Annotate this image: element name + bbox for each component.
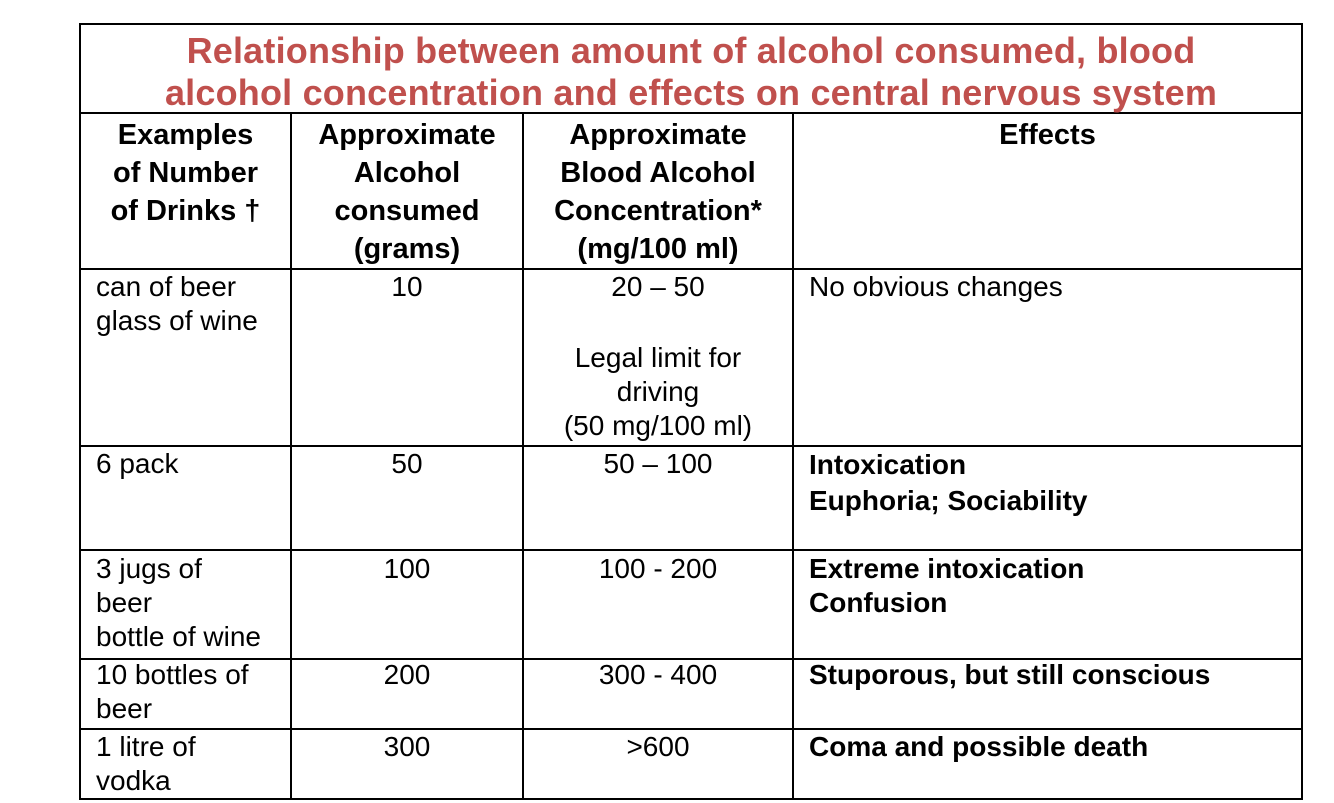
cell-text: 20 – 50: [611, 271, 705, 302]
table-cell-drinks: [81, 447, 290, 481]
header-text: Approximate: [569, 119, 747, 151]
table-cell-grams: [292, 552, 522, 586]
cell-text: glass of wine: [96, 305, 258, 336]
table-cell-grams: [292, 447, 522, 481]
table-cell-effects: [794, 730, 1301, 764]
table-cell-bac: [524, 270, 792, 304]
header-alcohol-grams: [292, 116, 522, 268]
header-text: Examples: [117, 119, 254, 151]
table-cell-bac: [524, 447, 792, 481]
cell-text: 6 pack: [96, 448, 179, 479]
header-text: Approximate: [318, 119, 496, 151]
table-cell-effects: [794, 447, 1301, 519]
cell-text: driving: [616, 376, 700, 407]
cell-text: 10 bottles of: [96, 659, 249, 690]
cell-text: 1 litre of: [96, 731, 196, 762]
cell-text: can of beer: [96, 271, 237, 302]
header-text: consumed: [334, 195, 480, 227]
table-cell-effects: [794, 552, 1301, 620]
header-text: of Drinks †: [110, 195, 261, 227]
header-effects: [794, 116, 1301, 154]
cell-text: Legal limit for: [574, 342, 742, 373]
cell-text: vodka: [96, 765, 171, 796]
header-text: Alcohol: [353, 157, 461, 189]
table-title-line-2: alcohol concentration and effects on central nervous system: [164, 72, 1218, 113]
cell-text: bottle of wine: [96, 621, 261, 652]
cell-text: Confusion: [809, 587, 948, 618]
alcohol-effects-table: [79, 23, 1303, 800]
table-title: [81, 25, 1301, 114]
header-text: (mg/100 ml): [577, 233, 739, 265]
table-cell-drinks: [81, 552, 290, 654]
table-cell-bac: [524, 658, 792, 692]
table-cell-drinks: [81, 730, 290, 798]
header-text: Concentration*: [554, 195, 762, 227]
table-cell-effects: [794, 270, 1301, 304]
cell-text: 50 – 100: [603, 448, 713, 479]
table-cell-grams: [292, 270, 522, 304]
header-text: (grams): [353, 233, 461, 265]
table-cell-bac: [524, 730, 792, 764]
cell-text: beer: [96, 693, 153, 724]
header-text: Blood Alcohol: [560, 157, 756, 189]
cell-text: 100 - 200: [598, 553, 718, 584]
cell-text: No obvious changes: [809, 271, 1063, 302]
cell-text: 200: [383, 659, 431, 690]
table-cell-drinks: [81, 658, 290, 726]
cell-text: beer: [96, 587, 153, 618]
cell-text: Extreme intoxication: [809, 553, 1085, 584]
cell-text: 300 - 400: [598, 659, 718, 690]
header-text: of Number: [113, 157, 258, 189]
cell-text: 300: [383, 731, 431, 762]
cell-text: Intoxication: [809, 449, 967, 480]
cell-text: Stuporous, but still conscious: [809, 659, 1211, 690]
table-cell-grams: [292, 730, 522, 764]
cell-text: (50 mg/100 ml): [563, 410, 753, 441]
table-cell-drinks: [81, 270, 290, 338]
row-divider: [81, 549, 1301, 551]
legal-limit-note: [524, 341, 792, 443]
cell-text: 100: [383, 553, 431, 584]
table-cell-grams: [292, 658, 522, 692]
header-text: Effects: [999, 119, 1096, 151]
cell-text: 3 jugs of: [96, 553, 202, 584]
cell-text: 50: [391, 448, 423, 479]
table-title-line-1: Relationship between amount of alcohol consumed, blood: [186, 30, 1196, 71]
cell-text: Coma and possible death: [809, 731, 1149, 762]
cell-text: 10: [391, 271, 423, 302]
table-cell-effects: [794, 658, 1301, 692]
cell-text: >600: [626, 731, 690, 762]
header-bac: [524, 116, 792, 268]
table-cell-bac: [524, 552, 792, 586]
header-drinks: [81, 116, 290, 230]
cell-text: Euphoria; Sociability: [809, 485, 1088, 516]
